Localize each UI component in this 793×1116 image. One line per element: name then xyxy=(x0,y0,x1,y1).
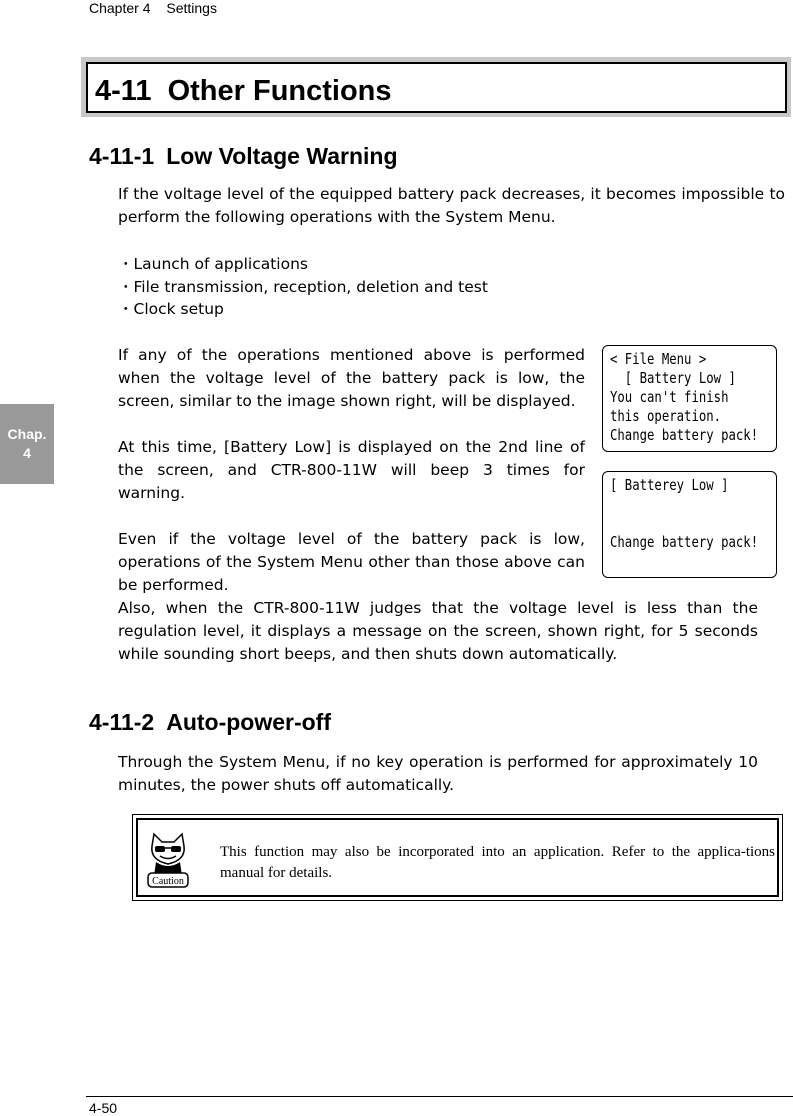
subsection-heading-1: 4-11-1 Low Voltage Warning xyxy=(89,143,398,169)
footer-divider xyxy=(86,1096,793,1097)
section-title-box xyxy=(81,57,791,117)
list-item: ・File transmission, reception, deletion and test xyxy=(118,277,488,296)
paragraph-intro: If the voltage level of the equipped battery pack decreases, it becomes impossible to perform the following operations with the System Menu. xyxy=(118,185,785,226)
chapter-tab: Chap. 4 xyxy=(0,404,54,484)
header-chapter: Chapter 4 xyxy=(89,0,151,16)
subsection-heading-2: 4-11-2 Auto-power-off xyxy=(89,709,332,735)
caution-text: This function may also be incorporated into an application. Refer to the applica-tions manual for details. xyxy=(220,844,775,881)
page-number: 4-50 xyxy=(89,1100,118,1116)
paragraph-auto-power-off: Through the System Menu, if no key operation is performed for approximately 10 minutes, the power shuts off automatically. xyxy=(118,753,758,794)
paragraph-operations-note: Even if the voltage level of the battery pack is low, operations of the System Menu other than those above can be performed. xyxy=(118,530,585,594)
bullet-list xyxy=(118,253,488,321)
paragraph-screen-note: If any of the operations mentioned above is performed when the voltage level of the battery pack is low, the screen, similar to the image shown right, will be displayed. xyxy=(118,346,585,410)
svg-text:Caution: Caution xyxy=(152,876,184,887)
section-title: 4-11 Other Functions xyxy=(95,75,392,107)
screen-battery-low: [ Batterey Low ] Change battery pack! xyxy=(602,471,777,578)
screen-file-menu: < File Menu > [ Battery Low ] You can't finish this operation. Change battery pack! xyxy=(602,345,777,452)
caution-cat-icon xyxy=(146,828,190,892)
page-header xyxy=(89,0,229,16)
header-title: Settings xyxy=(166,0,217,16)
paragraph-shutdown-note: Also, when the CTR-800-11W judges that the voltage level is less than the regulation level, it displays a message on the screen, shown right, for 5 seconds while sounding short beeps, and then shuts down automatically. xyxy=(118,599,758,663)
caution-box xyxy=(132,814,783,901)
paragraph-beep-note: At this time, [Battery Low] is displayed on the 2nd line of the screen, and CTR-800-11W will beep 3 times for warning. xyxy=(118,438,585,502)
list-item: ・Clock setup xyxy=(118,300,224,318)
list-item: ・Launch of applications xyxy=(118,255,308,273)
